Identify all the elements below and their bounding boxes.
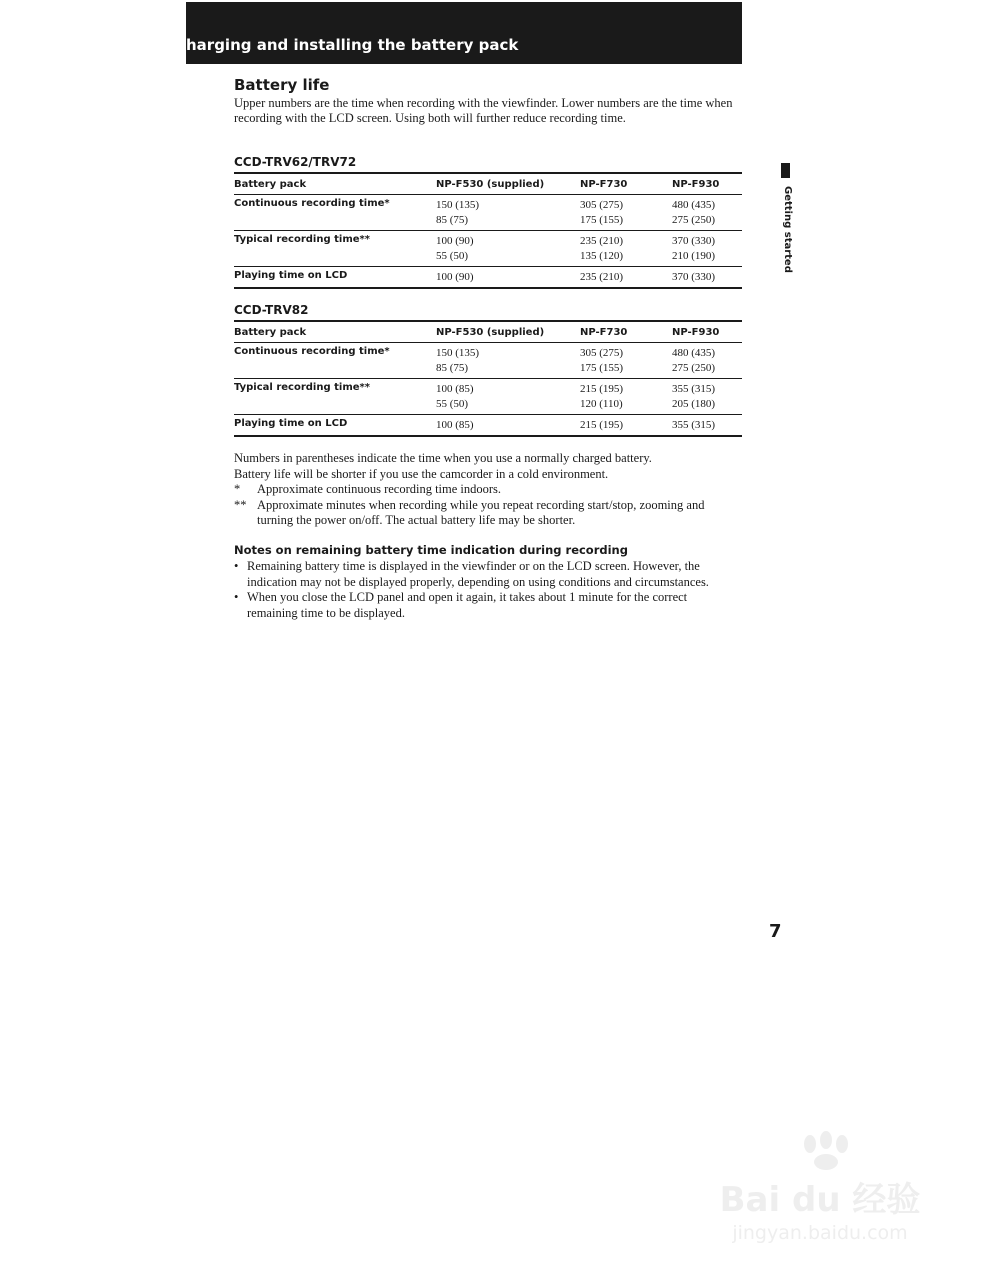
footnote-mark: *	[234, 482, 241, 496]
value-lower: 210 (190)	[672, 250, 716, 262]
row-label: Playing time on LCD	[234, 418, 348, 429]
footnote-mark: **	[234, 497, 247, 512]
value-upper: 370 (330)	[672, 271, 716, 283]
col-header: Battery pack	[234, 321, 436, 343]
value-upper: 100 (85)	[436, 419, 474, 431]
cell	[672, 231, 742, 267]
side-section-label: Getting started	[782, 186, 793, 273]
value-upper: 355 (315)	[672, 383, 716, 395]
col-header: NP-F930	[672, 173, 742, 195]
value-lower: 55 (50)	[436, 250, 469, 262]
col-header: NP-F530 (supplied)	[436, 173, 580, 195]
header-title: harging and installing the battery pack	[186, 36, 519, 54]
value-upper: 215 (195)	[580, 383, 624, 395]
row-label: Continuous recording time*	[234, 346, 390, 357]
footnote-text: Approximate continuous recording time indoors.	[257, 482, 502, 496]
value-lower: 85 (75)	[436, 214, 469, 226]
note-line: Numbers in parentheses indicate the time when you use a normally charged battery.	[234, 451, 652, 465]
watermark-logo-text: Bai du 经验	[719, 1180, 921, 1220]
row-label: Continuous recording time*	[234, 198, 390, 209]
remaining-bullets	[234, 559, 724, 621]
cell	[580, 267, 672, 289]
list-item	[234, 590, 724, 621]
value-lower: 175 (155)	[580, 214, 624, 226]
cell	[436, 415, 580, 437]
cell	[580, 415, 672, 437]
value-upper: 215 (195)	[580, 419, 624, 431]
paw-print-icon	[700, 1130, 940, 1170]
table-header-row	[234, 173, 742, 195]
list-item	[234, 559, 724, 590]
cell	[436, 195, 580, 231]
table-2-model: CCD-TRV82	[234, 303, 309, 317]
value-upper: 370 (330)	[672, 235, 716, 247]
cell	[436, 379, 580, 415]
table-row	[234, 415, 742, 437]
cell	[436, 231, 580, 267]
cell	[436, 267, 580, 289]
row-label: Playing time on LCD	[234, 270, 348, 281]
value-lower: 175 (155)	[580, 362, 624, 374]
remaining-title: Notes on remaining battery time indication during recording	[234, 543, 628, 557]
value-upper: 235 (210)	[580, 235, 624, 247]
footnote	[234, 498, 734, 529]
section-title: Battery life	[234, 76, 330, 94]
value-upper: 305 (275)	[580, 199, 624, 211]
footnote-text: Approximate minutes when recording while you repeat recording start/stop, zooming and turning the power on/off. The actual battery life may be shorter.	[257, 497, 705, 527]
value-upper: 480 (435)	[672, 199, 716, 211]
value-lower: 205 (180)	[672, 398, 716, 410]
cell	[436, 343, 580, 379]
row-label: Typical recording time**	[234, 234, 370, 245]
value-upper: 150 (135)	[436, 199, 480, 211]
table-row	[234, 267, 742, 289]
cell	[580, 195, 672, 231]
cell	[580, 343, 672, 379]
page-number: 7	[769, 921, 782, 942]
value-lower: 120 (110)	[580, 398, 623, 410]
cell	[580, 379, 672, 415]
cell	[672, 195, 742, 231]
table-header-row	[234, 321, 742, 343]
col-header: NP-F730	[580, 173, 672, 195]
value-upper: 100 (90)	[436, 271, 474, 283]
cell	[580, 231, 672, 267]
header-bar	[186, 2, 742, 64]
cell	[672, 343, 742, 379]
value-upper: 235 (210)	[580, 271, 624, 283]
table-row	[234, 231, 742, 267]
footnote	[234, 482, 734, 498]
table-row	[234, 343, 742, 379]
value-upper: 305 (275)	[580, 347, 624, 359]
note-line: Battery life will be shorter if you use the camcorder in a cold environment.	[234, 466, 609, 481]
col-header: NP-F730	[580, 321, 672, 343]
value-lower: 135 (120)	[580, 250, 624, 262]
bullet-icon: •	[234, 559, 239, 573]
col-header: Battery pack	[234, 173, 436, 195]
value-upper: 100 (90)	[436, 235, 474, 247]
value-lower: 85 (75)	[436, 362, 469, 374]
table-row	[234, 195, 742, 231]
col-header: NP-F530 (supplied)	[436, 321, 580, 343]
table-row	[234, 379, 742, 415]
watermark-url: jingyan.baidu.com	[732, 1222, 908, 1244]
cell	[672, 379, 742, 415]
battery-table-2	[234, 320, 742, 437]
row-label: Typical recording time**	[234, 382, 370, 393]
bullet-text: Remaining battery time is displayed in the viewfinder or on the LCD screen. However, the indication may not be displayed properly, depending on using conditions and circumstances.	[247, 559, 709, 589]
notes-block	[234, 451, 734, 529]
col-header: NP-F930	[672, 321, 742, 343]
battery-table-1	[234, 172, 742, 289]
value-lower: 275 (250)	[672, 214, 716, 226]
value-lower: 55 (50)	[436, 398, 469, 410]
baidu-watermark	[700, 1130, 940, 1270]
section-tab-marker	[781, 163, 790, 178]
intro-paragraph: Upper numbers are the time when recording with the viewfinder. Lower numbers are the time when recording with the LCD screen. Using both will further reduce recording time.	[234, 96, 733, 125]
cell	[672, 415, 742, 437]
value-lower: 275 (250)	[672, 362, 716, 374]
value-upper: 480 (435)	[672, 347, 716, 359]
cell	[672, 267, 742, 289]
value-upper: 150 (135)	[436, 347, 480, 359]
value-upper: 100 (85)	[436, 383, 474, 395]
table-1-model: CCD-TRV62/TRV72	[234, 155, 357, 169]
bullet-text: When you close the LCD panel and open it again, it takes about 1 minute for the correct remaining time to be displayed.	[247, 590, 688, 620]
bullet-icon: •	[234, 590, 239, 604]
value-upper: 355 (315)	[672, 419, 716, 431]
